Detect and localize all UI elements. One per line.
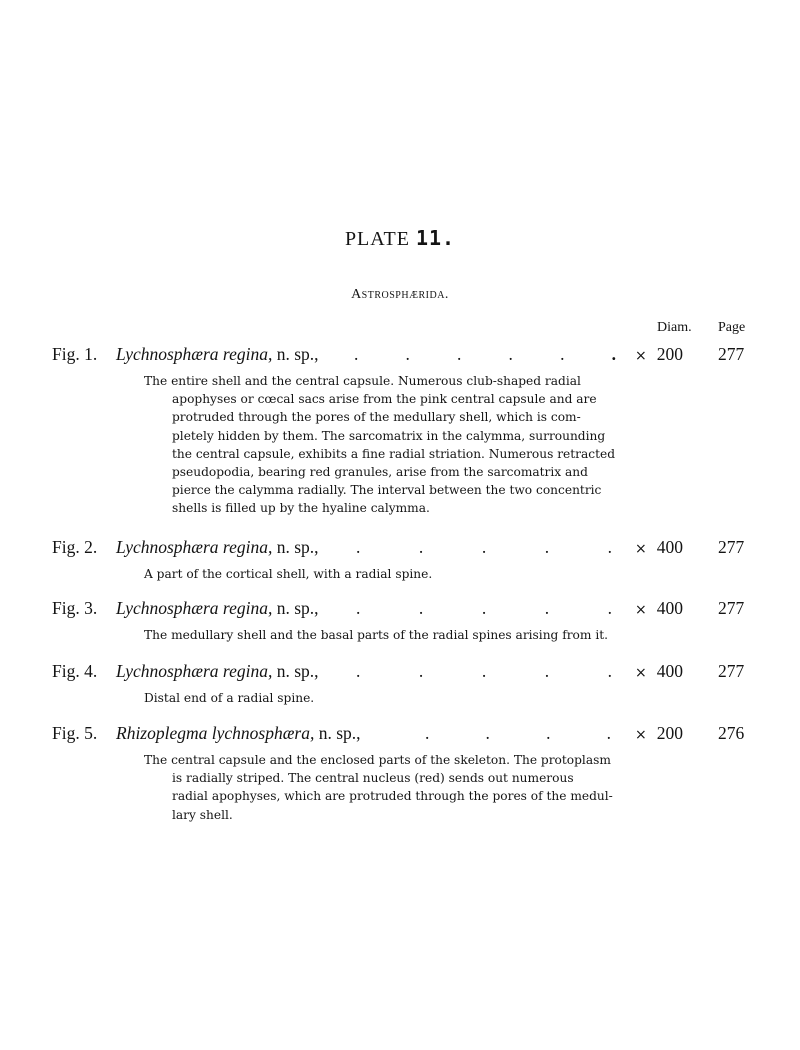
description-line: The medullary shell and the basal parts of the radial spines arising from it. xyxy=(144,628,608,642)
description-line: The entire shell and the central capsule. Numerous club-shaped radial xyxy=(144,374,581,388)
page-number: 277 xyxy=(718,598,745,618)
figure-2-description xyxy=(144,565,614,583)
page-number: 276 xyxy=(718,723,745,743)
plate-number: 11. xyxy=(415,226,456,250)
leader-dot: . xyxy=(356,598,361,618)
leader-dot: . xyxy=(607,537,612,557)
species-suffix: n. sp., xyxy=(276,598,319,618)
figure-label: Fig. 1. xyxy=(52,344,98,364)
leader-dots xyxy=(354,344,616,365)
species-name xyxy=(116,598,319,619)
description-line: Distal end of a radial spine. xyxy=(144,691,315,705)
species: regina, xyxy=(222,598,273,618)
plate-label: PLATE xyxy=(344,228,410,250)
leader-dot: . xyxy=(606,723,611,743)
figure-5-description xyxy=(144,751,614,824)
description-line: pseudopodia, bearing red granules, arise from the sarcomatrix and xyxy=(172,465,588,480)
description-line: shells is filled up by the hyaline calymma. xyxy=(172,501,430,516)
species-suffix: n. sp., xyxy=(276,344,319,364)
magnification-value: 400 xyxy=(656,537,683,557)
column-header-diam: Diam. xyxy=(657,320,692,335)
figure-1-description xyxy=(144,372,614,518)
figure-label: Fig. 3. xyxy=(52,598,98,618)
leader-dot: . xyxy=(508,344,513,364)
figure-label: Fig. 4. xyxy=(52,661,98,681)
species-name xyxy=(116,661,319,682)
species-suffix: n. sp., xyxy=(318,723,361,743)
leader-dot: . xyxy=(356,537,361,557)
figure-5-entry xyxy=(52,723,752,745)
magnification xyxy=(635,344,683,365)
species: regina, xyxy=(222,344,273,364)
description-line: the central capsule, exhibits a fine radial striation. Numerous retracted xyxy=(172,446,615,461)
leader-dot: . xyxy=(425,723,430,743)
species-suffix: n. sp., xyxy=(276,661,319,681)
magnification-value: 400 xyxy=(656,661,683,681)
description-line: apophyses or cœcal sacs arise from the pink central capsule and are xyxy=(172,392,597,407)
leader-dot: . xyxy=(485,723,490,743)
leader-dot: . xyxy=(607,661,612,681)
magnification-value: 200 xyxy=(656,723,683,743)
species: lychnosphæra, xyxy=(211,723,315,743)
leader-dot: . xyxy=(418,661,424,681)
description-line: protruded through the pores of the medullary shell, which is com- xyxy=(172,410,581,425)
times-sign: × xyxy=(635,348,647,364)
times-sign: × xyxy=(635,727,647,743)
times-sign: × xyxy=(635,665,647,681)
species-name xyxy=(116,723,361,744)
leader-dot: . xyxy=(356,661,361,681)
leader-dot: . xyxy=(611,344,616,364)
description-line: radial apophyses, which are protruded through the pores of the medul- xyxy=(172,789,613,804)
leader-dot: . xyxy=(544,661,550,681)
magnification xyxy=(635,598,683,619)
times-sign: × xyxy=(635,541,647,557)
figure-3-description xyxy=(144,626,614,644)
species-name xyxy=(116,344,319,365)
leader-dot: . xyxy=(481,598,487,618)
species: regina, xyxy=(222,661,273,681)
leader-dot: . xyxy=(560,344,565,364)
figure-2-entry xyxy=(52,537,752,559)
leader-dots xyxy=(356,661,612,682)
leader-dot: . xyxy=(405,344,410,364)
plate-title xyxy=(0,226,800,251)
magnification-value: 200 xyxy=(656,344,683,364)
figure-label: Fig. 5. xyxy=(52,723,98,743)
leader-dot: . xyxy=(481,661,487,681)
description-line: lary shell. xyxy=(172,807,233,822)
figure-4-description xyxy=(144,689,614,707)
figure-1-entry xyxy=(52,344,752,366)
section-heading: Astrosphærida. xyxy=(351,287,449,302)
magnification xyxy=(635,537,683,558)
description-line: is radially striped. The central nucleus (red) sends out numerous xyxy=(172,771,574,786)
page-number: 277 xyxy=(718,344,745,364)
species-suffix: n. sp., xyxy=(276,537,319,557)
figure-3-entry xyxy=(52,598,752,620)
page-number: 277 xyxy=(718,537,745,557)
species: regina, xyxy=(222,537,273,557)
genus: Lychnosphæra xyxy=(116,344,219,364)
leader-dots xyxy=(425,723,611,744)
genus: Lychnosphæra xyxy=(116,537,219,557)
genus: Lychnosphæra xyxy=(116,661,219,681)
magnification-value: 400 xyxy=(656,598,683,618)
genus: Lychnosphæra xyxy=(116,598,219,618)
description-line: pletely hidden by them. The sarcomatrix in the calymma, surrounding xyxy=(172,428,606,443)
column-header-page: Page xyxy=(718,320,746,335)
description-line: The central capsule and the enclosed parts of the skeleton. The protoplasm xyxy=(144,753,611,767)
page-number: 277 xyxy=(718,661,745,681)
leader-dot: . xyxy=(418,537,424,557)
magnification xyxy=(635,723,683,744)
genus: Rhizoplegma xyxy=(116,723,208,743)
leader-dot: . xyxy=(457,344,462,364)
description-line: pierce the calymma radially. The interval between the two concentric xyxy=(172,483,602,498)
description-line: A part of the cortical shell, with a radial spine. xyxy=(144,567,433,581)
leader-dot: . xyxy=(546,723,551,743)
leader-dots xyxy=(356,537,612,558)
leader-dot: . xyxy=(354,344,359,364)
leader-dots xyxy=(356,598,612,619)
species-name xyxy=(116,537,319,558)
magnification xyxy=(635,661,683,682)
leader-dot: . xyxy=(607,598,612,618)
leader-dot: . xyxy=(481,537,487,557)
figure-label: Fig. 2. xyxy=(52,537,98,557)
leader-dot: . xyxy=(544,598,550,618)
times-sign: × xyxy=(635,602,647,618)
figure-4-entry xyxy=(52,661,752,683)
leader-dot: . xyxy=(418,598,424,618)
leader-dot: . xyxy=(544,537,550,557)
